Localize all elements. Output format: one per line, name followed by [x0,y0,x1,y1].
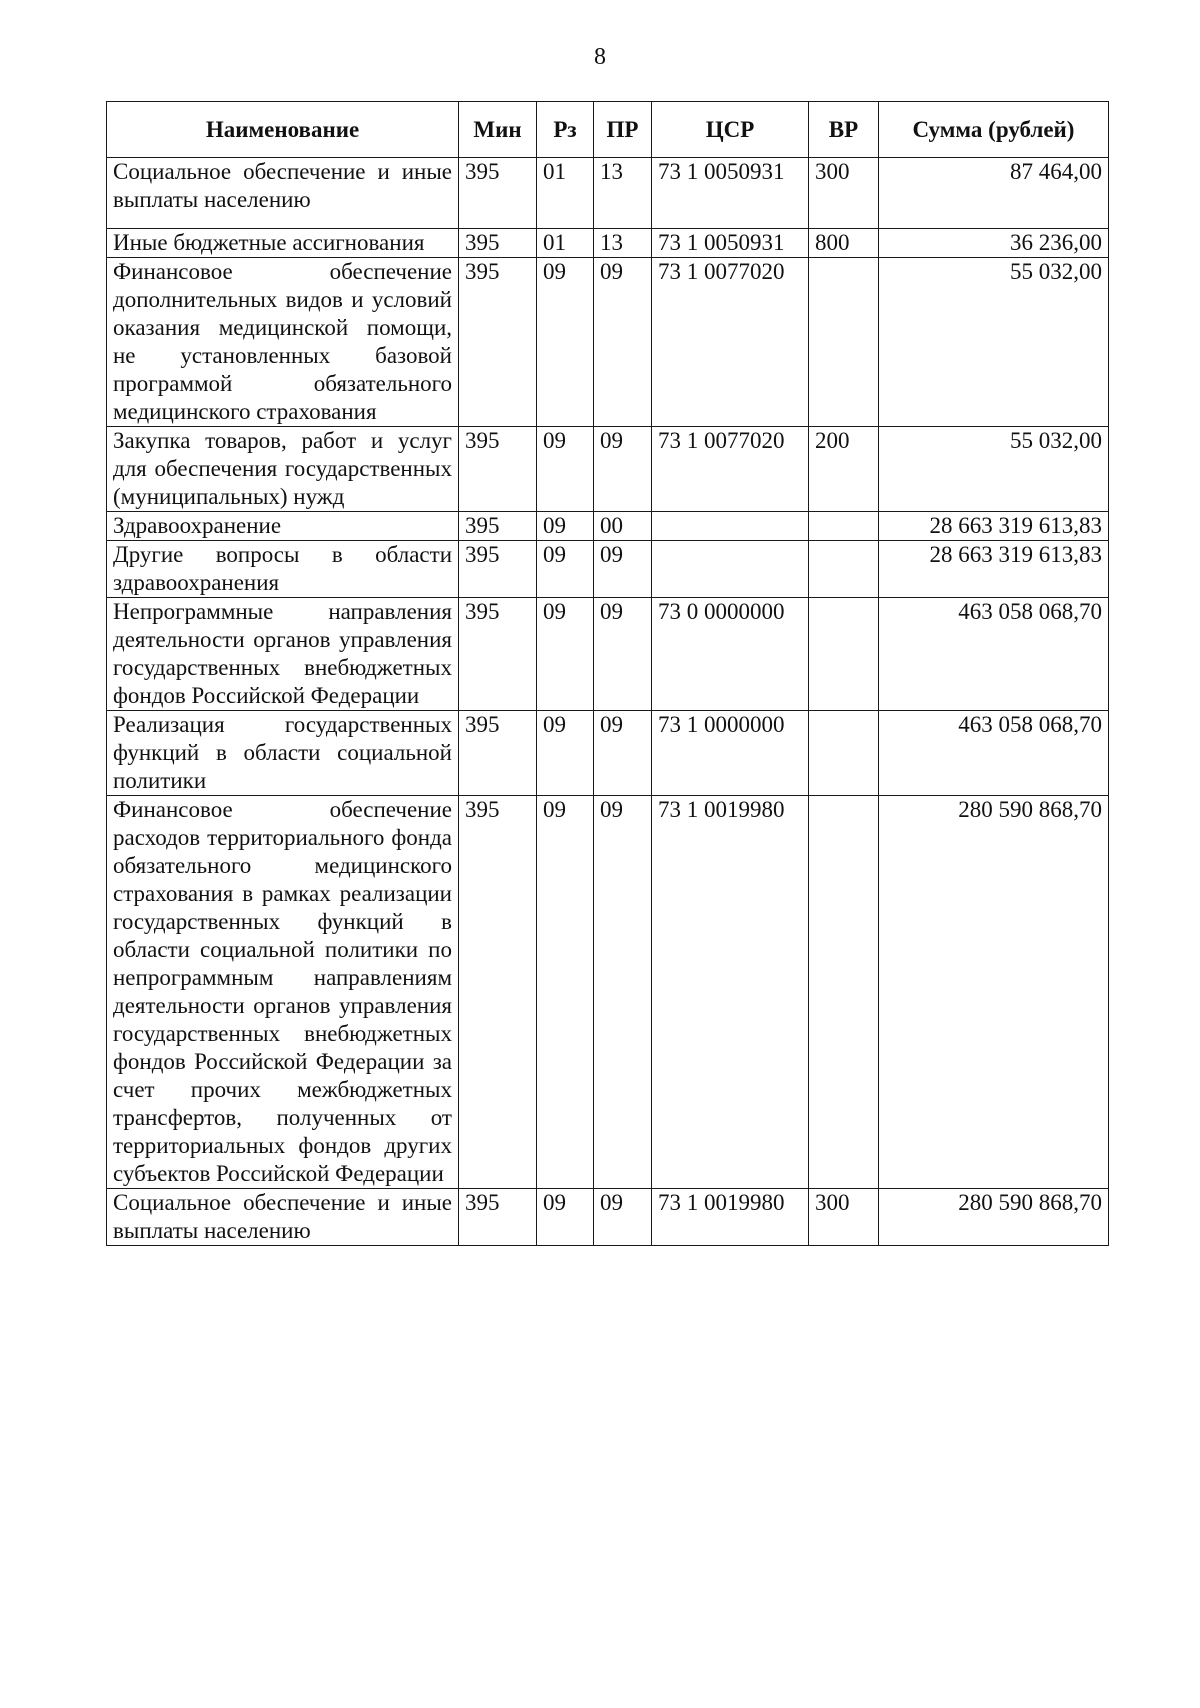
cell-name: Финансовое обеспечение дополнительных видов и условий оказания медицинской помощи, не установленных базовой программой обязательного медицинского страхования [107,258,459,427]
cell-rz: 09 [537,598,594,711]
table-row [107,427,1109,512]
table-row [107,158,1109,229]
cell-pr: 13 [594,229,652,258]
cell-rz: 01 [537,229,594,258]
cell-name: Другие вопросы в области здравоохранения [107,541,459,598]
cell-sum: 28 663 319 613,83 [879,512,1109,541]
header-vr: ВР [809,102,879,158]
cell-pr: 09 [594,796,652,1189]
table-row [107,711,1109,796]
cell-name: Реализация государственных функций в области социальной политики [107,711,459,796]
cell-name: Финансовое обеспечение расходов территориального фонда обязательного медицинского страхования в рамках реализации государственных функций в области социальной политики по непрограммным направлениям деятельности органов управления государственных внебюджетных фондов Российской Федерации за счет прочих межбюджетных трансфертов, полученных от территориальных фондов других субъектов Российской Федерации [107,796,459,1189]
cell-min: 395 [459,598,537,711]
cell-name: Социальное обеспечение и иные выплаты населению [107,1189,459,1246]
cell-min: 395 [459,1189,537,1246]
table-row [107,541,1109,598]
table-row [107,598,1109,711]
cell-vr: 800 [809,229,879,258]
cell-vr [809,598,879,711]
cell-sum: 280 590 868,70 [879,796,1109,1189]
cell-pr: 00 [594,512,652,541]
cell-vr: 300 [809,158,879,229]
cell-rz: 09 [537,541,594,598]
cell-sum: 463 058 068,70 [879,598,1109,711]
cell-name: Непрограммные направления деятельности органов управления государственных внебюджетных фондов Российской Федерации [107,598,459,711]
header-min: Мин [459,102,537,158]
table-row [107,1189,1109,1246]
cell-pr: 09 [594,711,652,796]
cell-rz: 09 [537,796,594,1189]
cell-rz: 09 [537,427,594,512]
cell-rz: 09 [537,711,594,796]
cell-vr: 200 [809,427,879,512]
cell-csr: 73 1 0000000 [652,711,809,796]
cell-pr: 09 [594,541,652,598]
cell-csr: 73 1 0019980 [652,796,809,1189]
header-sum: Сумма (рублей) [879,102,1109,158]
cell-sum: 87 464,00 [879,158,1109,229]
header-pr: ПР [594,102,652,158]
cell-csr [652,541,809,598]
cell-csr: 73 1 0050931 [652,229,809,258]
cell-min: 395 [459,796,537,1189]
cell-csr: 73 1 0077020 [652,427,809,512]
cell-min: 395 [459,711,537,796]
cell-csr: 73 1 0050931 [652,158,809,229]
cell-min: 395 [459,229,537,258]
cell-rz: 01 [537,158,594,229]
cell-min: 395 [459,541,537,598]
cell-csr [652,512,809,541]
cell-csr: 73 1 0019980 [652,1189,809,1246]
header-csr: ЦСР [652,102,809,158]
cell-name: Закупка товаров, работ и услуг для обеспечения государственных (муниципальных) нужд [107,427,459,512]
cell-vr [809,258,879,427]
table-row [107,512,1109,541]
cell-rz: 09 [537,1189,594,1246]
cell-vr [809,796,879,1189]
cell-sum: 36 236,00 [879,229,1109,258]
cell-vr [809,711,879,796]
budget-table [106,101,1109,1246]
cell-rz: 09 [537,258,594,427]
cell-sum: 280 590 868,70 [879,1189,1109,1246]
cell-pr: 13 [594,158,652,229]
cell-vr: 300 [809,1189,879,1246]
cell-pr: 09 [594,598,652,711]
cell-name: Социальное обеспечение и иные выплаты населению [107,158,459,229]
cell-csr: 73 1 0077020 [652,258,809,427]
cell-rz: 09 [537,512,594,541]
cell-sum: 463 058 068,70 [879,711,1109,796]
cell-min: 395 [459,427,537,512]
cell-vr [809,541,879,598]
cell-min: 395 [459,258,537,427]
table-row [107,258,1109,427]
cell-pr: 09 [594,258,652,427]
table-row [107,229,1109,258]
cell-pr: 09 [594,1189,652,1246]
table-row [107,796,1109,1189]
cell-name: Иные бюджетные ассигнования [107,229,459,258]
cell-csr: 73 0 0000000 [652,598,809,711]
cell-vr [809,512,879,541]
cell-min: 395 [459,158,537,229]
header-rz: Рз [537,102,594,158]
cell-sum: 55 032,00 [879,258,1109,427]
cell-min: 395 [459,512,537,541]
cell-sum: 55 032,00 [879,427,1109,512]
cell-pr: 09 [594,427,652,512]
header-name: Наименование [107,102,459,158]
cell-sum: 28 663 319 613,83 [879,541,1109,598]
cell-name: Здравоохранение [107,512,459,541]
table-header-row [107,102,1109,158]
page-number: 8 [594,44,606,70]
